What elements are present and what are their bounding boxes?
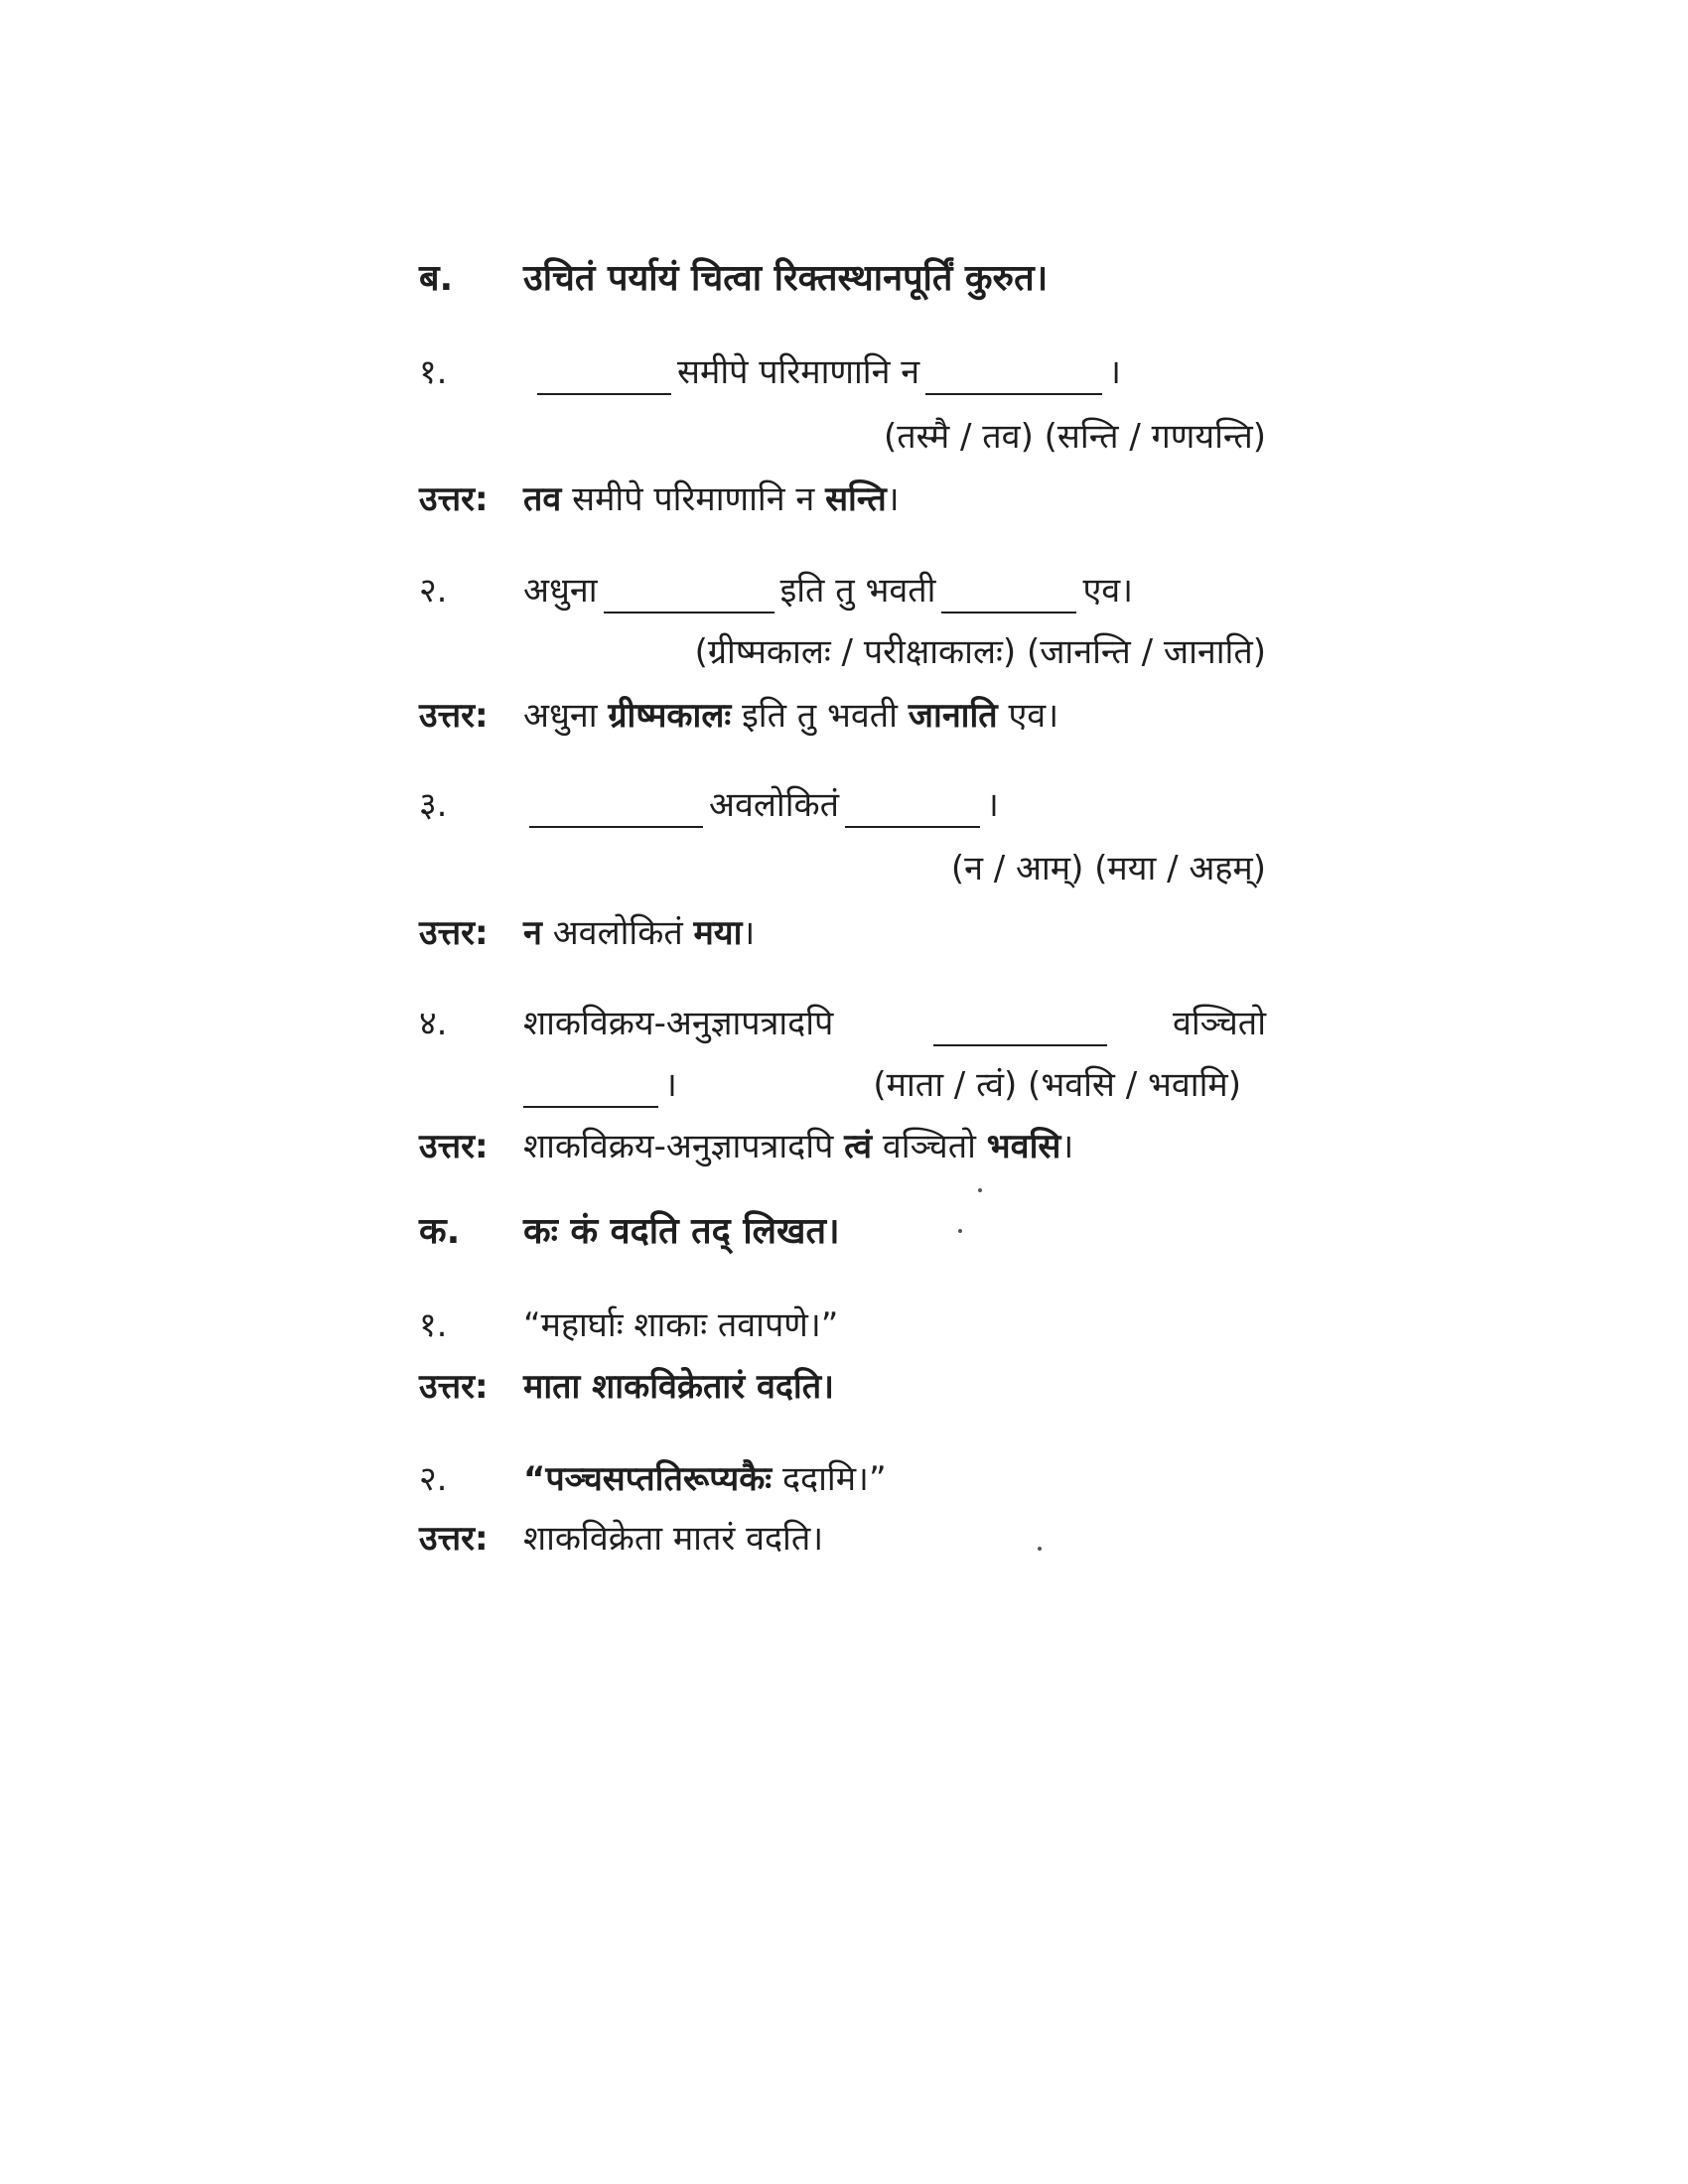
answer-k2 xyxy=(0,1504,1688,1573)
question-number: ३. xyxy=(419,785,448,825)
question-b1 xyxy=(0,338,1688,407)
question-text: अधुना इति तु भवती एव। xyxy=(523,556,1133,625)
options-text: (न / आम्) (मया / अहम्) xyxy=(950,849,1266,888)
answer-text: तव समीपे परिमाणानि न सन्ति। xyxy=(523,479,900,519)
answer-b2 xyxy=(0,681,1688,751)
answer-label: उत्तर: xyxy=(419,1127,489,1166)
question-number: २. xyxy=(419,571,448,611)
answer-label: उत्तर: xyxy=(419,913,489,953)
question-text-part2: वञ्चितो xyxy=(1172,1004,1266,1043)
question-b4-line2 xyxy=(0,1050,1688,1120)
question-k1 xyxy=(0,1291,1688,1360)
answer-text: न अवलोकितं मया। xyxy=(523,913,756,953)
section-k-heading xyxy=(0,1197,1688,1267)
blank[interactable] xyxy=(933,1005,1107,1046)
section-b-title: उचितं पर्यायं चित्वा रिक्तस्थानपूर्तिं कुरुत। xyxy=(523,258,1049,299)
question-b3 xyxy=(0,770,1688,840)
question-b4 xyxy=(0,989,1688,1058)
blank[interactable] xyxy=(537,353,671,395)
scan-speck xyxy=(1038,1547,1042,1551)
answer-label: उत्तर: xyxy=(419,1519,489,1559)
answer-text: माता शाकविक्रेतारं वदति। xyxy=(523,1367,834,1407)
answer-label: उत्तर: xyxy=(419,696,489,736)
answer-label: उत्तर: xyxy=(419,1367,489,1407)
question-b3-options xyxy=(0,834,1688,903)
answer-b4 xyxy=(0,1112,1688,1181)
question-b2-options xyxy=(0,617,1688,687)
scan-speck xyxy=(958,1229,962,1233)
blank[interactable] xyxy=(604,572,774,614)
answer-b1 xyxy=(0,465,1688,534)
scan-speck xyxy=(978,1188,982,1192)
section-k-title: कः कं वदति तद् लिखत। xyxy=(523,1211,840,1252)
answer-text: शाकविक्रय-अनुज्ञापत्रादपि त्वं वञ्चितो भवसि। xyxy=(523,1127,1074,1166)
section-b-heading xyxy=(0,244,1688,314)
answer-text: शाकविक्रेता मातरं वदति। xyxy=(523,1519,824,1559)
blank[interactable] xyxy=(523,1066,658,1108)
question-quote: “महार्घाः शाकाः तवापणे।” xyxy=(523,1305,839,1345)
question-b2 xyxy=(0,556,1688,625)
question-quote: “पञ्चसप्ततिरूप्यकैः ददामि।” xyxy=(523,1459,887,1499)
question-number: १. xyxy=(419,352,448,392)
answer-label: उत्तर: xyxy=(419,479,489,519)
blank[interactable] xyxy=(529,786,703,828)
question-b1-options xyxy=(0,402,1688,472)
blank[interactable] xyxy=(925,353,1102,395)
answer-k1 xyxy=(0,1352,1688,1422)
question-number: १. xyxy=(419,1305,448,1345)
section-b-marker: ब. xyxy=(419,258,454,299)
question-text: समीपे परिमाणानि न । xyxy=(531,338,1121,407)
options-text: (माता / त्वं) (भवसि / भवामि) xyxy=(873,1065,1241,1105)
answer-text: अधुना ग्रीष्मकालः इति तु भवती जानाति एव। xyxy=(523,696,1059,736)
options-text: (ग्रीष्मकालः / परीक्षाकालः) (जानन्ति / जानाति) xyxy=(694,632,1266,672)
question-number: ४. xyxy=(419,1004,448,1043)
answer-b3 xyxy=(0,898,1688,968)
question-text-part3: । xyxy=(523,1050,677,1120)
blank[interactable] xyxy=(845,786,980,828)
question-number: २. xyxy=(419,1459,448,1499)
question-text: अवलोकितं । xyxy=(523,770,999,840)
question-text-part1: शाकविक्रय-अनुज्ञापत्रादपि xyxy=(523,1004,834,1043)
options-text: (तस्मै / तव) (सन्ति / गणयन्ति) xyxy=(884,417,1266,457)
blank[interactable] xyxy=(941,572,1076,614)
section-k-marker: क. xyxy=(419,1211,461,1252)
